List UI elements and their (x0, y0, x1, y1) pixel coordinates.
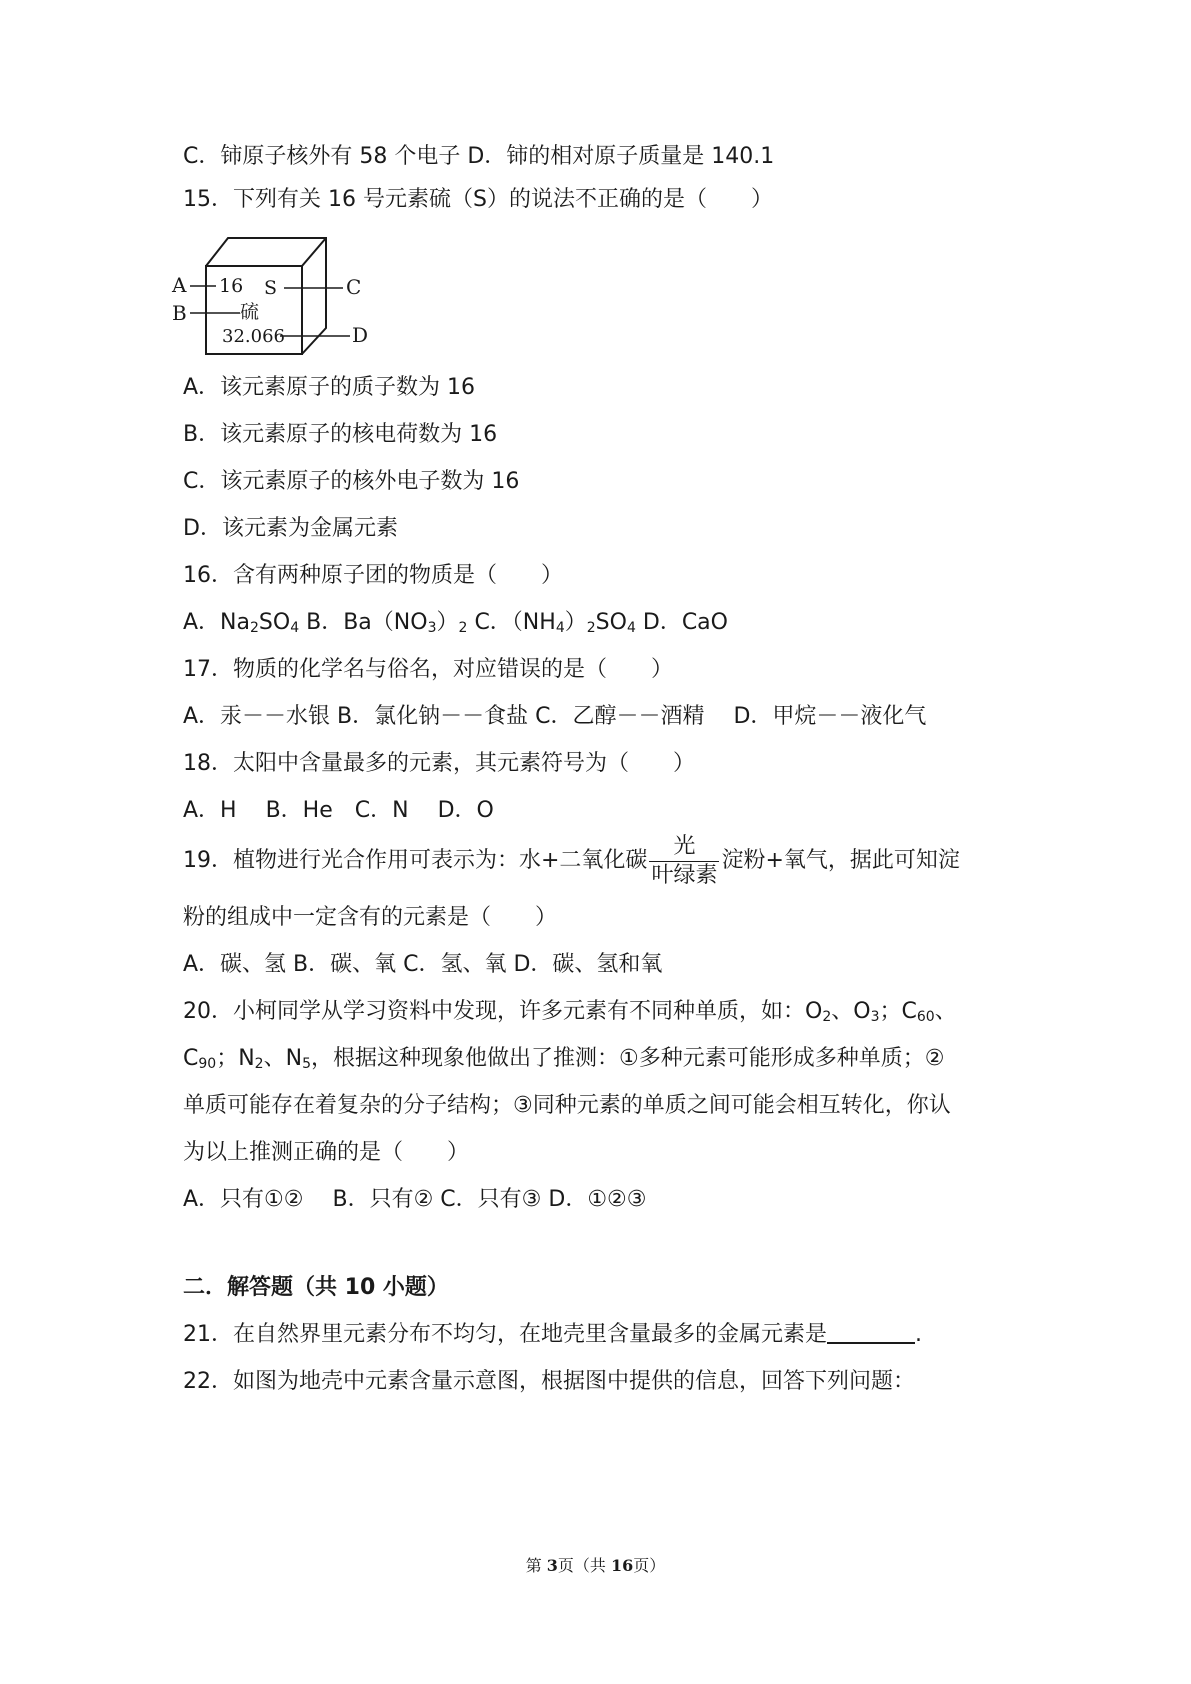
question-16: 16．含有两种原子团的物质是（ ） (183, 563, 563, 588)
section-heading: 二．解答题（共 10 小题） (183, 1275, 449, 1300)
q17-options: A．汞－－水银 B．氯化钠－－食盐 C．乙醇－－酒精 D．甲烷－－液化气 (183, 704, 927, 729)
question-19-cont: 粉的组成中一定含有的元素是（ ） (183, 905, 558, 930)
reaction-condition: $\frac{\text{光}}{\text{叶绿素}}$ (651, 833, 718, 888)
q15-option-b: B．该元素原子的核电荷数为 16 (183, 422, 498, 447)
question-19: 19．植物进行光合作用可表示为：水+二氧化碳 $\frac{\text{光}}{\text{叶绿素}}$ 淀粉+氧气，据此可知淀 (183, 833, 960, 888)
question-18: 18．太阳中含量最多的元素，其元素符号为（ ） (183, 751, 695, 776)
q19-options: A．碳、氢 B．碳、氧 C．氢、氧 D．碳、氢和氧 (183, 952, 663, 977)
label-d: D (352, 323, 369, 347)
element-name: 硫 (240, 301, 260, 323)
question-20-line4: 为以上推测正确的是（ ） (183, 1140, 470, 1165)
question-17: 17．物质的化学名与俗名，对应错误的是（ ） (183, 657, 673, 682)
label-a: A (172, 273, 187, 297)
q15-option-c: C．该元素原子的核外电子数为 16 (183, 469, 520, 494)
question-20-line2: $C_{90}$；$N_2$、$N_5$，根据这种现象他做出了推测：①多种元素可能形成多种单质；② (183, 1046, 945, 1072)
sulfur-element-box-diagram (172, 250, 380, 360)
q20-options: A．只有①② B．只有② C．只有③ D．①②③ (183, 1187, 647, 1212)
q18-options: A．H B．He C．N D．O (183, 798, 494, 823)
answer-blank[interactable] (827, 1320, 915, 1344)
question-21: 21．在自然界里元素分布不均匀，在地壳里含量最多的金属元素是 . (183, 1322, 922, 1347)
question-15: 15．下列有关 16 号元素硫（S）的说法不正确的是（ ） (183, 187, 773, 212)
question-20-line1: 20．小柯同学从学习资料中发现，许多元素有不同种单质，如：$O_2$、$O_3$；$C_{60}$、 (183, 999, 957, 1025)
question-22: 22．如图为地壳中元素含量示意图，根据图中提供的信息，回答下列问题： (183, 1369, 915, 1394)
q14-options-cd: C．铈原子核外有 58 个电子 D．铈的相对原子质量是 140.1 (183, 144, 775, 169)
atomic-mass: 32.066 (222, 326, 285, 347)
page-footer: 第 3页（共 16页） (525, 1556, 666, 1575)
label-c: C (346, 275, 362, 299)
box-top-edge (302, 238, 326, 266)
q16-options: A．$Na_2SO_4$ B．$Ba(NO_3)_2$ C．$(NH_4)_2SO_4$ D．CaO (183, 610, 728, 636)
element-symbol: S (264, 277, 278, 299)
q15-option-d: D．该元素为金属元素 (183, 516, 398, 541)
question-20-line3: 单质可能存在着复杂的分子结构；③同种元素的单质之间可能会相互转化，你认 (183, 1093, 951, 1118)
atomic-number: 16 (219, 275, 244, 297)
label-b: B (172, 301, 187, 325)
q15-option-a: A．该元素原子的质子数为 16 (183, 375, 476, 400)
